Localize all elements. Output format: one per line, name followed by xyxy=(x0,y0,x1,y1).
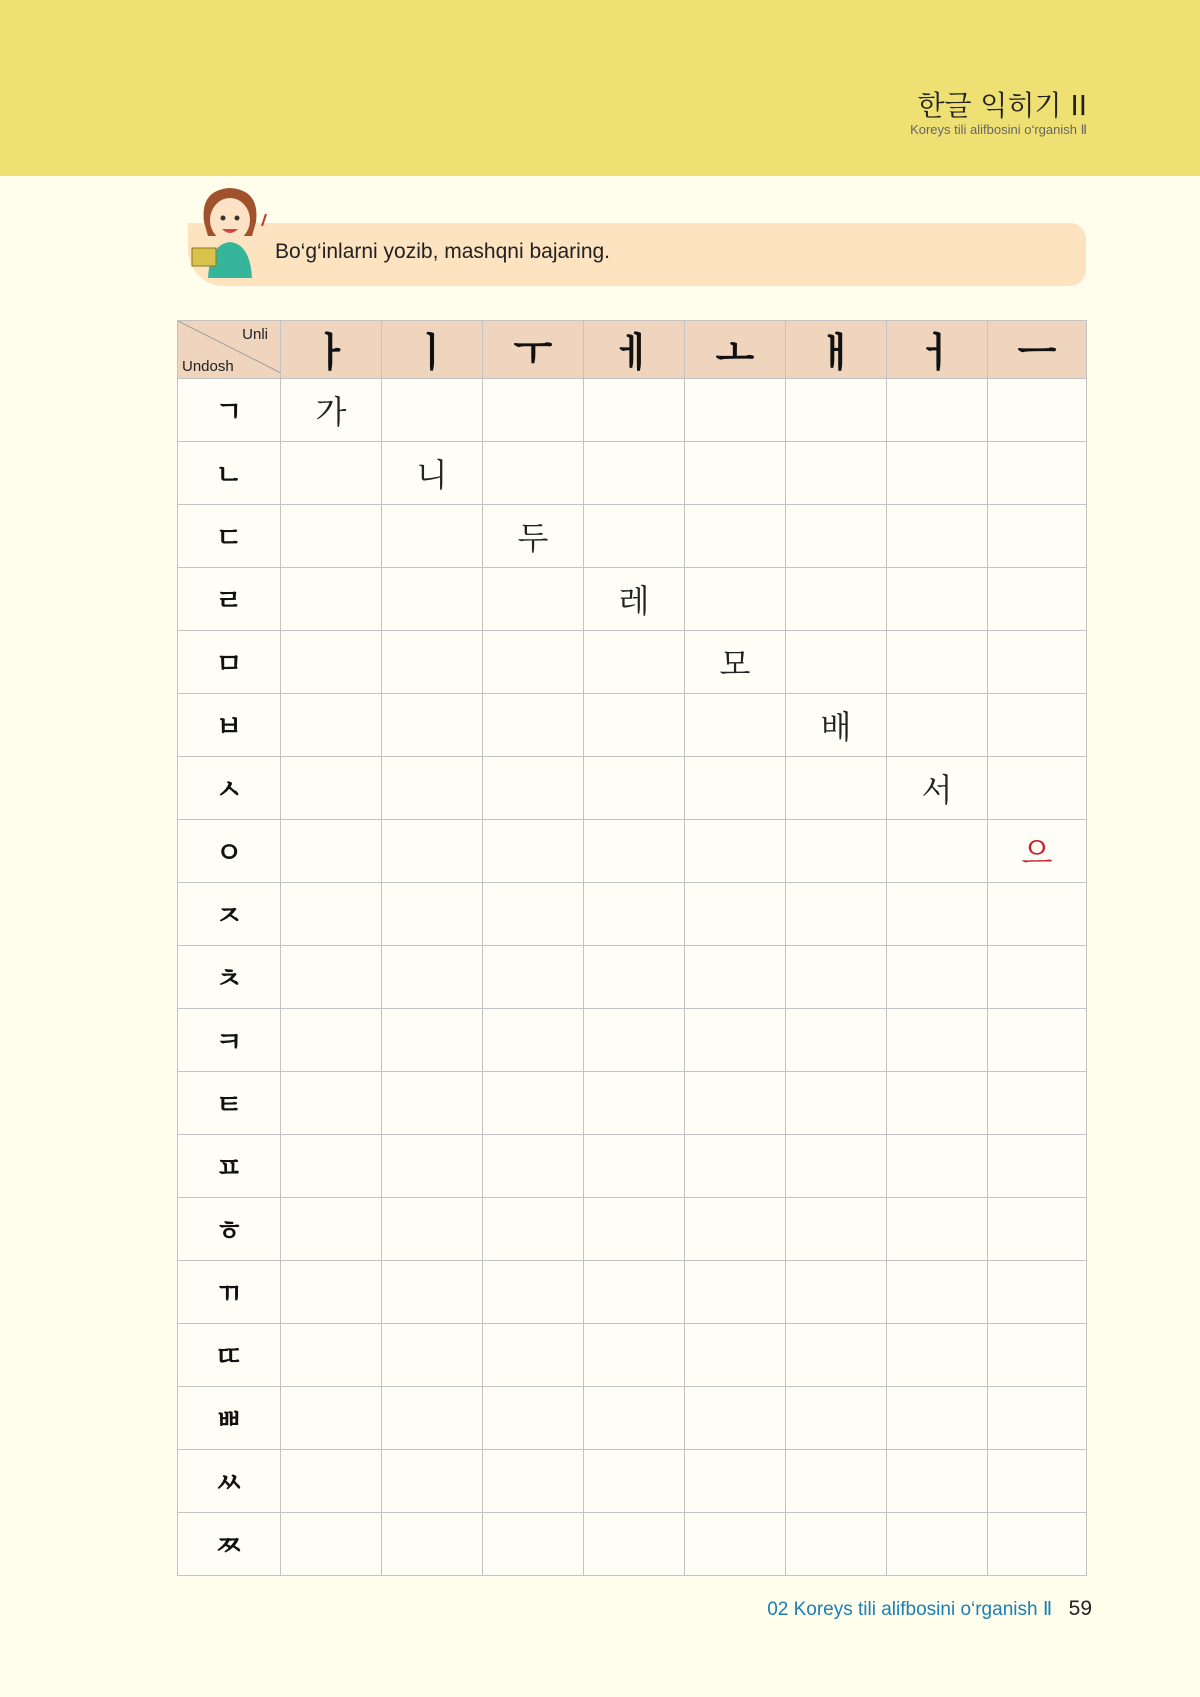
syllable-cell[interactable] xyxy=(887,1135,988,1198)
syllable-cell[interactable] xyxy=(584,1387,685,1450)
vowel-header: ㅜ xyxy=(483,321,584,379)
syllable-cell[interactable] xyxy=(483,1135,584,1198)
syllable-cell[interactable] xyxy=(281,1135,382,1198)
syllable-cell[interactable] xyxy=(281,442,382,505)
chapter-title: 한글 익히기 II xyxy=(917,89,1087,122)
page-footer xyxy=(767,1597,1092,1621)
vowel-header: ㅏ xyxy=(281,321,382,379)
syllable-cell[interactable] xyxy=(382,1387,483,1450)
consonant-header: ㅂ xyxy=(178,694,281,757)
syllable-cell[interactable] xyxy=(382,568,483,631)
syllable-cell[interactable] xyxy=(382,820,483,883)
syllable-cell[interactable] xyxy=(382,694,483,757)
syllable-cell[interactable] xyxy=(887,694,988,757)
consonant-header: ㄴ xyxy=(178,442,281,505)
consonant-row xyxy=(178,505,1087,568)
syllable-cell[interactable] xyxy=(685,1135,786,1198)
syllable-cell[interactable] xyxy=(685,757,786,820)
syllable-cell[interactable] xyxy=(887,1387,988,1450)
syllable-cell[interactable] xyxy=(584,1513,685,1576)
syllable-cell[interactable] xyxy=(382,757,483,820)
consonant-row xyxy=(178,820,1087,883)
syllable-cell[interactable] xyxy=(382,379,483,442)
syllable-cell[interactable] xyxy=(584,883,685,946)
consonant-header: ㅈ xyxy=(178,883,281,946)
syllable-cell[interactable] xyxy=(483,1450,584,1513)
syllable-cell[interactable] xyxy=(584,1324,685,1387)
page-number: 59 xyxy=(1068,1597,1092,1620)
syllable-cell[interactable] xyxy=(685,694,786,757)
syllable-cell[interactable] xyxy=(382,505,483,568)
syllable-cell[interactable] xyxy=(281,946,382,1009)
syllable-cell[interactable] xyxy=(786,1072,887,1135)
consonant-row xyxy=(178,757,1087,820)
syllable-cell[interactable] xyxy=(887,631,988,694)
syllable-cell[interactable] xyxy=(382,1009,483,1072)
consonant-header: ㅊ xyxy=(178,946,281,1009)
syllable-cell[interactable] xyxy=(382,883,483,946)
syllable-cell[interactable] xyxy=(382,1324,483,1387)
syllable-cell[interactable] xyxy=(382,1261,483,1324)
syllable-cell[interactable] xyxy=(988,1072,1087,1135)
syllable-cell[interactable] xyxy=(887,379,988,442)
syllable-cell-filled: 니 xyxy=(382,442,483,505)
syllable-cell[interactable] xyxy=(382,1072,483,1135)
syllable-cell[interactable] xyxy=(483,820,584,883)
consonant-row xyxy=(178,1135,1087,1198)
vowel-axis-label: Unli xyxy=(242,326,268,343)
consonant-row xyxy=(178,946,1087,1009)
consonant-row xyxy=(178,1198,1087,1261)
consonant-row xyxy=(178,1513,1087,1576)
syllable-cell[interactable] xyxy=(887,1072,988,1135)
consonant-header: ㄲ xyxy=(178,1261,281,1324)
syllable-cell[interactable] xyxy=(584,379,685,442)
syllable-cell[interactable] xyxy=(281,757,382,820)
syllable-cell[interactable] xyxy=(887,442,988,505)
footer-chapter-label: 02 Koreys tili alifbosini o‘rganish Ⅱ xyxy=(767,1599,1053,1620)
chapter-header-band xyxy=(0,0,1200,176)
syllable-cell[interactable] xyxy=(382,1135,483,1198)
syllable-cell[interactable] xyxy=(685,883,786,946)
teacher-character-icon xyxy=(190,182,270,278)
syllable-cell[interactable] xyxy=(281,505,382,568)
syllable-cell[interactable] xyxy=(281,568,382,631)
syllable-cell[interactable] xyxy=(685,1198,786,1261)
syllable-cell[interactable] xyxy=(887,883,988,946)
syllable-cell[interactable] xyxy=(887,1198,988,1261)
syllable-cell[interactable] xyxy=(483,568,584,631)
syllable-cell[interactable] xyxy=(988,1513,1087,1576)
syllable-cell[interactable] xyxy=(685,1072,786,1135)
syllable-cell[interactable] xyxy=(584,1261,685,1324)
syllable-cell[interactable] xyxy=(483,442,584,505)
consonant-row xyxy=(178,442,1087,505)
syllable-cell[interactable] xyxy=(483,1324,584,1387)
consonant-row xyxy=(178,694,1087,757)
syllable-cell[interactable] xyxy=(281,1072,382,1135)
syllable-cell[interactable] xyxy=(988,379,1087,442)
consonant-row xyxy=(178,1009,1087,1072)
consonant-axis-label: Undosh xyxy=(182,358,234,375)
syllable-cell[interactable] xyxy=(988,946,1087,1009)
syllable-cell[interactable] xyxy=(988,1135,1087,1198)
consonant-header: ㅎ xyxy=(178,1198,281,1261)
syllable-cell[interactable] xyxy=(887,946,988,1009)
syllable-cell[interactable] xyxy=(483,883,584,946)
consonant-row xyxy=(178,568,1087,631)
syllable-cell[interactable] xyxy=(483,1072,584,1135)
syllable-cell[interactable] xyxy=(988,442,1087,505)
consonant-row xyxy=(178,1450,1087,1513)
syllable-cell[interactable] xyxy=(584,442,685,505)
syllable-cell[interactable] xyxy=(786,946,887,1009)
syllable-cell[interactable] xyxy=(382,1198,483,1261)
consonant-row xyxy=(178,1261,1087,1324)
vowel-header: ㅣ xyxy=(382,321,483,379)
syllable-cell[interactable] xyxy=(786,757,887,820)
syllable-cell[interactable] xyxy=(887,1324,988,1387)
syllable-cell[interactable] xyxy=(382,1450,483,1513)
instruction-text: Bo‘g‘inlarni yozib, mashqni bajaring. xyxy=(275,240,611,263)
consonant-header: ㅌ xyxy=(178,1072,281,1135)
syllable-cell[interactable] xyxy=(988,1198,1087,1261)
syllable-cell[interactable] xyxy=(988,1009,1087,1072)
syllable-cell[interactable] xyxy=(988,1450,1087,1513)
syllable-cell[interactable] xyxy=(584,631,685,694)
syllable-cell[interactable] xyxy=(281,1198,382,1261)
syllable-cell[interactable] xyxy=(382,946,483,1009)
syllable-cell[interactable] xyxy=(786,883,887,946)
syllable-cell[interactable] xyxy=(988,631,1087,694)
vowel-header-row xyxy=(178,321,1087,379)
syllable-cell[interactable] xyxy=(786,379,887,442)
syllable-cell[interactable] xyxy=(584,1198,685,1261)
syllable-cell[interactable] xyxy=(988,505,1087,568)
syllable-cell[interactable] xyxy=(887,568,988,631)
syllable-cell[interactable] xyxy=(584,694,685,757)
syllable-cell[interactable] xyxy=(988,1387,1087,1450)
table-corner-cell xyxy=(178,321,281,379)
highlighted-syllable: 으 xyxy=(1021,834,1053,872)
syllable-cell[interactable] xyxy=(281,1513,382,1576)
syllable-cell[interactable] xyxy=(685,1009,786,1072)
consonant-row xyxy=(178,1387,1087,1450)
consonant-header: ㅋ xyxy=(178,1009,281,1072)
syllable-cell[interactable] xyxy=(483,694,584,757)
syllable-cell[interactable] xyxy=(584,1009,685,1072)
syllable-cell[interactable] xyxy=(584,505,685,568)
syllable-cell[interactable] xyxy=(786,1324,887,1387)
syllable-cell[interactable] xyxy=(584,946,685,1009)
syllable-cell[interactable] xyxy=(584,820,685,883)
consonant-header: ㄷ xyxy=(178,505,281,568)
syllable-cell[interactable] xyxy=(281,1009,382,1072)
syllable-cell[interactable] xyxy=(887,820,988,883)
syllable-cell[interactable] xyxy=(382,631,483,694)
consonant-header: ㅁ xyxy=(178,631,281,694)
consonant-header: ㅉ xyxy=(178,1513,281,1576)
syllable-cell[interactable] xyxy=(988,1324,1087,1387)
syllable-cell[interactable] xyxy=(685,1450,786,1513)
syllable-cell[interactable] xyxy=(281,820,382,883)
syllable-cell[interactable] xyxy=(786,820,887,883)
syllable-cell[interactable] xyxy=(786,1135,887,1198)
syllable-cell[interactable] xyxy=(281,1387,382,1450)
syllable-cell[interactable] xyxy=(483,1387,584,1450)
syllable-cell[interactable] xyxy=(685,1261,786,1324)
syllable-cell-filled: 레 xyxy=(584,568,685,631)
syllable-cell-filled: 배 xyxy=(786,694,887,757)
vowel-header: ㅗ xyxy=(685,321,786,379)
syllable-cell[interactable] xyxy=(584,1450,685,1513)
syllable-cell[interactable] xyxy=(382,1513,483,1576)
syllable-cell[interactable] xyxy=(685,505,786,568)
syllable-cell[interactable] xyxy=(584,1072,685,1135)
consonant-row xyxy=(178,1324,1087,1387)
vowel-header: ㅐ xyxy=(786,321,887,379)
consonant-header: ㅅ xyxy=(178,757,281,820)
syllable-cell[interactable] xyxy=(988,757,1087,820)
syllable-practice-table xyxy=(177,320,1087,1576)
syllable-cell[interactable] xyxy=(786,1261,887,1324)
syllable-cell[interactable] xyxy=(584,1135,685,1198)
syllable-cell[interactable] xyxy=(786,631,887,694)
syllable-cell[interactable] xyxy=(281,694,382,757)
syllable-cell[interactable] xyxy=(887,1450,988,1513)
consonant-header: ㅆ xyxy=(178,1450,281,1513)
syllable-cell[interactable] xyxy=(685,820,786,883)
syllable-cell[interactable] xyxy=(988,1261,1087,1324)
syllable-cell[interactable] xyxy=(483,757,584,820)
syllable-cell-filled: 서 xyxy=(887,757,988,820)
syllable-cell[interactable] xyxy=(685,1324,786,1387)
syllable-cell-filled xyxy=(988,820,1087,883)
syllable-cell[interactable] xyxy=(685,568,786,631)
consonant-row xyxy=(178,1072,1087,1135)
syllable-cell[interactable] xyxy=(887,1513,988,1576)
syllable-cell[interactable] xyxy=(281,1450,382,1513)
syllable-cell[interactable] xyxy=(685,379,786,442)
syllable-cell[interactable] xyxy=(685,946,786,1009)
consonant-row xyxy=(178,631,1087,694)
syllable-cell[interactable] xyxy=(988,694,1087,757)
consonant-row xyxy=(178,883,1087,946)
syllable-cell[interactable] xyxy=(786,1198,887,1261)
syllable-cell-filled: 가 xyxy=(281,379,382,442)
syllable-cell[interactable] xyxy=(281,1324,382,1387)
syllable-cell[interactable] xyxy=(584,757,685,820)
syllable-cell[interactable] xyxy=(887,1009,988,1072)
syllable-cell[interactable] xyxy=(483,1513,584,1576)
syllable-cell[interactable] xyxy=(281,883,382,946)
consonant-header: ㅍ xyxy=(178,1135,281,1198)
syllable-cell[interactable] xyxy=(685,1387,786,1450)
syllable-cell[interactable] xyxy=(786,505,887,568)
syllable-cell[interactable] xyxy=(786,568,887,631)
syllable-cell[interactable] xyxy=(988,568,1087,631)
syllable-cell[interactable] xyxy=(483,1198,584,1261)
syllable-cell[interactable] xyxy=(685,442,786,505)
syllable-cell[interactable] xyxy=(483,1261,584,1324)
syllable-cell[interactable] xyxy=(483,946,584,1009)
syllable-cell[interactable] xyxy=(988,883,1087,946)
vowel-header: ㅓ xyxy=(887,321,988,379)
vowel-header: ㅔ xyxy=(584,321,685,379)
consonant-header: ㄱ xyxy=(178,379,281,442)
syllable-cell[interactable] xyxy=(786,1450,887,1513)
syllable-cell[interactable] xyxy=(786,1387,887,1450)
vowel-header: ㅡ xyxy=(988,321,1087,379)
chapter-subtitle: Koreys tili alifbosini o‘rganish Ⅱ xyxy=(910,122,1087,137)
consonant-header: ㅇ xyxy=(178,820,281,883)
syllable-cell[interactable] xyxy=(483,631,584,694)
consonant-header: ㄸ xyxy=(178,1324,281,1387)
syllable-cell[interactable] xyxy=(685,1513,786,1576)
syllable-cell[interactable] xyxy=(281,631,382,694)
consonant-header: ㄹ xyxy=(178,568,281,631)
syllable-cell[interactable] xyxy=(786,1009,887,1072)
syllable-cell[interactable] xyxy=(887,1261,988,1324)
syllable-cell[interactable] xyxy=(483,1009,584,1072)
syllable-cell[interactable] xyxy=(887,505,988,568)
syllable-cell-filled: 모 xyxy=(685,631,786,694)
consonant-row xyxy=(178,379,1087,442)
syllable-cell[interactable] xyxy=(786,1513,887,1576)
syllable-cell-filled: 두 xyxy=(483,505,584,568)
syllable-cell[interactable] xyxy=(483,379,584,442)
syllable-cell[interactable] xyxy=(281,1261,382,1324)
syllable-cell[interactable] xyxy=(786,442,887,505)
consonant-header: ㅃ xyxy=(178,1387,281,1450)
